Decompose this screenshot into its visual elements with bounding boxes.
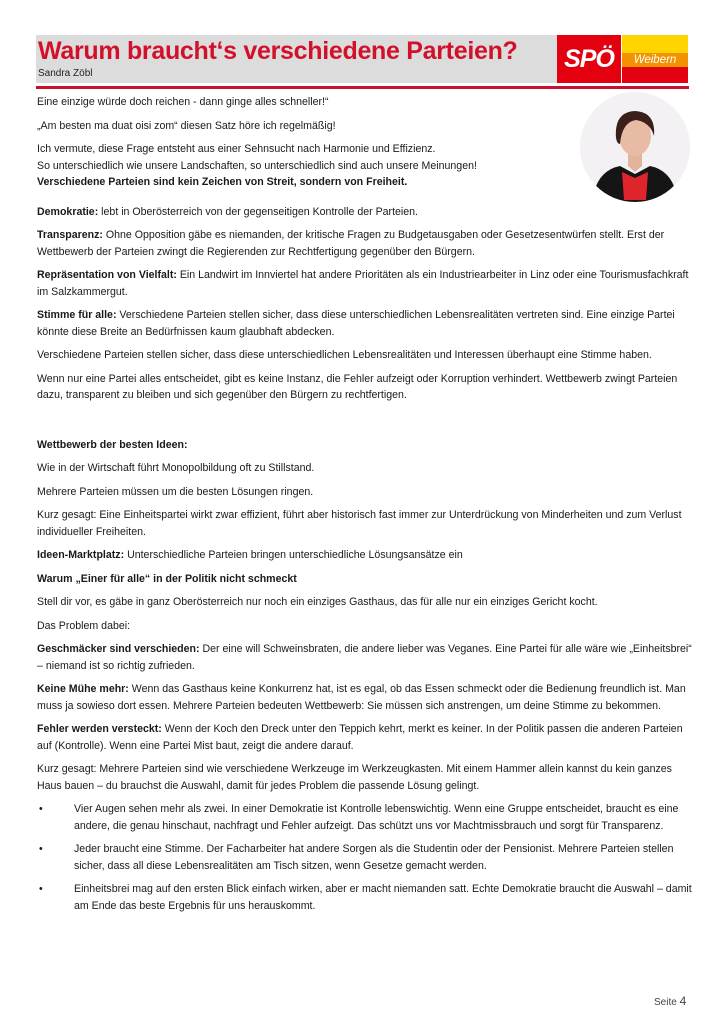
point-hidden-errors — [37, 721, 692, 754]
point-transparency — [37, 227, 692, 260]
article-body — [37, 94, 692, 921]
point-voice — [37, 307, 692, 340]
point-text: Verschiedene Parteien stellen sicher, dass diese unterschiedlichen Lebensrealitäten vertreten sind. Eine einzige Partei könnte diese Breite an Bedürfnissen kaum glaubhaft abdecken. — [37, 309, 675, 338]
bullet-icon: • — [39, 883, 43, 895]
bullet-icon: • — [39, 843, 43, 855]
point-text: lebt in Oberösterreich von der gegenseitigen Kontrolle der Parteien. — [98, 205, 419, 218]
section-heading — [37, 571, 692, 588]
intro-paragraph-1: Eine einzige würde doch reichen - dann ginge alles schneller!“ — [37, 96, 329, 108]
logo-party-text: SPÖ — [564, 44, 614, 73]
paragraph: Wenn nur eine Partei alles entscheidet, gibt es keine Instanz, die Fehler aufzeigt oder Korruption verhindert. Wettbewerb zwingt Parteien dazu, transparent zu bleiben und sich gegenüber den Bürgern zu rechtfertigen. — [37, 372, 678, 401]
author-name: Sandra Zöbl — [38, 68, 93, 79]
point-label: Fehler werden versteckt: — [37, 723, 162, 735]
intro-paragraph-2: „Am besten ma duat oisi zom“ diesen Satz höre ich regelmäßig! — [37, 119, 336, 132]
point-democracy — [37, 204, 692, 221]
point-diversity — [37, 267, 692, 300]
heading-text: Warum „Einer für alle“ in der Politik nicht schmeckt — [37, 572, 297, 585]
intro-paragraph-3 — [37, 141, 572, 191]
paragraph: Verschiedene Parteien stellen sicher, dass diese unterschiedlichen Lebensrealitäten und Interessen überhaupt eine Stimme haben. — [37, 349, 652, 361]
page-title: Warum braucht‘s verschiedene Parteien? — [38, 37, 518, 65]
point-text: Wenn das Gasthaus keine Konkurrenz hat, ist es egal, ob das Essen schmeckt oder die Bedienung freundlich ist. Man muss ja sowieso dort essen. Mehrere Parteien bedeuten Wettbewerb: Sie müssen sich anstrengen, um deine Stimme zu bekommen. — [37, 683, 686, 712]
bullet-icon: • — [39, 803, 43, 815]
bullet-item — [37, 881, 692, 914]
page-number-value: 4 — [679, 994, 687, 1008]
point-text: Der eine will Schweinsbraten, die andere lieber was Veganes. Eine Partei für alle wäre wie „Einheitsbrei“ – niemand ist so richtig zufrieden. — [37, 643, 692, 672]
paragraph: Stell dir vor, es gäbe in ganz Oberösterreich nur noch ein einziges Gasthaus, das für alle nur ein einziges Gericht kocht. — [37, 596, 598, 608]
intro-line-1: Ich vermute, diese Frage entsteht aus einer Sehnsucht nach Harmonie und Effizienz. — [37, 143, 436, 155]
point-label: Geschmäcker sind verschieden: — [37, 643, 200, 655]
section-heading — [37, 437, 692, 454]
intro-line-2: So unterschiedlich wie unsere Landschaften, so unterschiedlich sind auch unsere Meinungen! — [37, 159, 477, 172]
logo-group-text: Weibern — [622, 53, 688, 67]
point-label: Ideen-Marktplatz: — [37, 549, 125, 561]
point-label: Demokratie: — [37, 205, 99, 218]
point-label: Transparenz: — [37, 229, 103, 241]
bullet-item — [37, 801, 692, 834]
point-text: Ohne Opposition gäbe es niemanden, der kritische Fragen zu Budgetausgaben oder Gesetzesentwürfen stellt. Erst der Wettbewerb der Parteien zwingt die Regierenden zur Rechtfertigung gegenüber den Bürgern. — [37, 229, 665, 258]
point-text: Unterschiedliche Parteien bringen unterschiedliche Lösungsansätze ein — [124, 549, 463, 561]
point-no-effort — [37, 681, 692, 714]
point-label: Repräsentation von Vielfalt: — [37, 269, 177, 281]
point-text: Wenn der Koch den Dreck unter den Teppich kehrt, merkt es keiner. In der Politik passen die anderen Parteien auf (Kontrolle). Wenn eine Partei Mist baut, zeigt die andere darauf. — [37, 723, 683, 752]
bullet-text: Vier Augen sehen mehr als zwei. In einer Demokratie ist Kontrolle lebenswichtig. Wenn eine Gruppe entscheidet, braucht es eine andere, die genau hinschaut, nachfragt und Fehler aufzeigt. Das schützt uns vor Machtmissbrauch und sorgt für Transparenz. — [74, 803, 679, 832]
paragraph: Das Problem dabei: — [37, 619, 131, 632]
point-text: Ein Landwirt im Innviertel hat andere Prioritäten als ein Industriearbeiter in Linz oder eine Tourismusfachkraft im Salzkammergut. — [37, 269, 689, 298]
page-number — [654, 994, 686, 1008]
weibern-logo — [622, 35, 688, 83]
heading-text: Wettbewerb der besten Ideen: — [37, 438, 188, 451]
paragraph: Kurz gesagt: Mehrere Parteien sind wie verschiedene Werkzeuge im Werkzeugkasten. Mit einem Hammer allein kannst du kein ganzes Haus bauen – du brauchst die Auswahl, damit für jedes Problem die passende Lösung gelingt. — [37, 763, 672, 792]
paragraph: Wie in der Wirtschaft führt Monopolbildung oft zu Stillstand. — [37, 462, 315, 474]
point-ideas-market — [37, 547, 692, 564]
bullet-text: Einheitsbrei mag auf den ersten Blick einfach wirken, aber er macht niemanden satt. Echte Demokratie braucht die Auswahl – damit am Ende das beste Ergebnis für uns herauskommt. — [74, 883, 692, 912]
intro-key-statement: Verschiedene Parteien sind kein Zeichen von Streit, sondern von Freiheit. — [37, 176, 408, 188]
logo-yellow-stripe — [622, 35, 688, 53]
logo-red-stripe — [622, 67, 688, 83]
spo-logo — [557, 35, 621, 83]
paragraph: Mehrere Parteien müssen um die besten Lösungen ringen. — [37, 485, 314, 498]
bullet-text: Jeder braucht eine Stimme. Der Facharbeiter hat andere Sorgen als die Studentin oder der Pensionist. Mehrere Parteien stellen sicher, dass all diese Lebensrealitäten am Tisch sitzen, wenn Gesetze gemacht werden. — [74, 843, 674, 872]
page-label: Seite — [654, 997, 677, 1008]
bullet-item — [37, 841, 692, 874]
point-label: Stimme für alle: — [37, 309, 117, 321]
header-rule — [36, 86, 689, 89]
paragraph: Kurz gesagt: Eine Einheitspartei wirkt zwar effizient, führt aber historisch fast immer zur Unterdrückung von Minderheiten und zum Verlust individueller Freiheiten. — [37, 509, 682, 538]
bullet-list — [37, 801, 692, 914]
point-label: Keine Mühe mehr: — [37, 683, 129, 695]
point-tastes — [37, 641, 692, 674]
